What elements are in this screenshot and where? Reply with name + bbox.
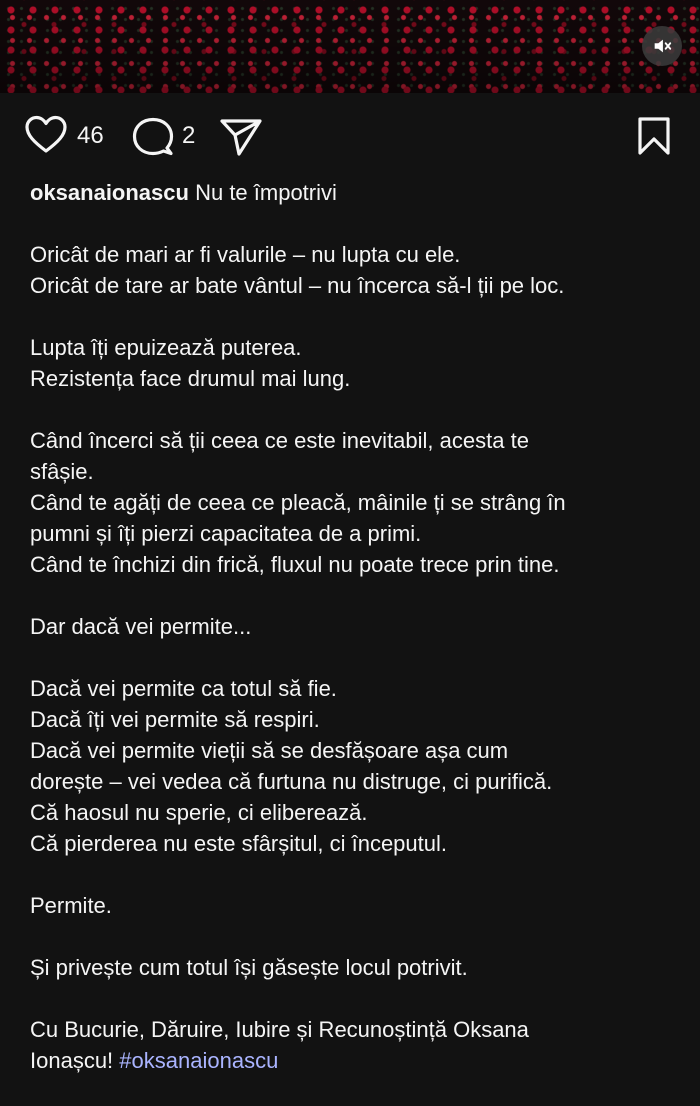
- save-button[interactable]: [636, 116, 672, 161]
- caption-line: sfâșie.: [30, 459, 94, 484]
- share-button[interactable]: [219, 117, 263, 162]
- author-username[interactable]: oksanaionascu: [30, 180, 189, 205]
- post-media-preview[interactable]: [0, 0, 700, 93]
- caption-paragraph: [30, 332, 680, 394]
- caption-line: Oricât de mari ar fi valurile – nu lupta cu ele.: [30, 242, 461, 267]
- caption-line: Dacă vei permite vieții să se desfășoare așa cum: [30, 738, 509, 763]
- caption-line: Oricât de tare ar bate vântul – nu încerca să-l ții pe loc.: [30, 273, 565, 298]
- caption-line: Dar dacă vei permite...: [30, 614, 252, 639]
- post-caption: [30, 177, 680, 1076]
- post-title: Nu te împotrivi: [195, 180, 337, 205]
- heart-icon: [24, 114, 68, 156]
- comment-bubble-icon: [132, 117, 174, 157]
- signature: [30, 1014, 680, 1076]
- caption-line: Permite.: [30, 893, 112, 918]
- speaker-muted-icon: [651, 35, 673, 57]
- caption-line: Și privește cum totul își găsește locul potrivit.: [30, 955, 468, 980]
- caption-line: Când te agăți de ceea ce pleacă, mâinile ți se strâng în: [30, 490, 566, 515]
- caption-line: Că haosul nu sperie, ci eliberează.: [30, 800, 368, 825]
- paper-plane-icon: [219, 117, 263, 157]
- like-count: 46: [77, 122, 104, 149]
- signature-line-2: Ionașcu!: [30, 1048, 114, 1073]
- comment-button[interactable]: [132, 117, 174, 162]
- comment-count: 2: [182, 122, 196, 149]
- caption-body: [30, 239, 680, 1014]
- caption-line: Dacă îți vei permite să respiri.: [30, 707, 320, 732]
- caption-paragraph: [30, 611, 680, 642]
- caption-line: Când te închizi din frică, fluxul nu poate trece prin tine.: [30, 552, 560, 577]
- caption-line: Lupta îți epuizează puterea.: [30, 335, 302, 360]
- caption-line: Dacă vei permite ca totul să fie.: [30, 676, 337, 701]
- caption-line: dorește – vei vedea că furtuna nu distruge, ci purifică.: [30, 769, 553, 794]
- mute-button[interactable]: [642, 26, 682, 66]
- bookmark-icon: [636, 116, 672, 156]
- caption-paragraph: [30, 239, 680, 301]
- signature-line-1: Cu Bucurie, Dăruire, Iubire și Recunoștință Oksana: [30, 1017, 529, 1042]
- caption-line: Că pierderea nu este sfârșitul, ci începutul.: [30, 831, 448, 856]
- caption-line: pumni și îți pierzi capacitatea de a primi.: [30, 521, 422, 546]
- caption-paragraph: [30, 673, 680, 859]
- caption-paragraph: [30, 425, 680, 580]
- caption-line: Când încerci să ții ceea ce este inevitabil, acesta te: [30, 428, 529, 453]
- caption-title-line: [30, 177, 680, 208]
- caption-paragraph: [30, 890, 680, 921]
- caption-paragraph: [30, 952, 680, 983]
- like-button[interactable]: [24, 114, 68, 156]
- hashtag-link[interactable]: #oksanaionascu: [119, 1048, 279, 1073]
- caption-line: Rezistența face drumul mai lung.: [30, 366, 351, 391]
